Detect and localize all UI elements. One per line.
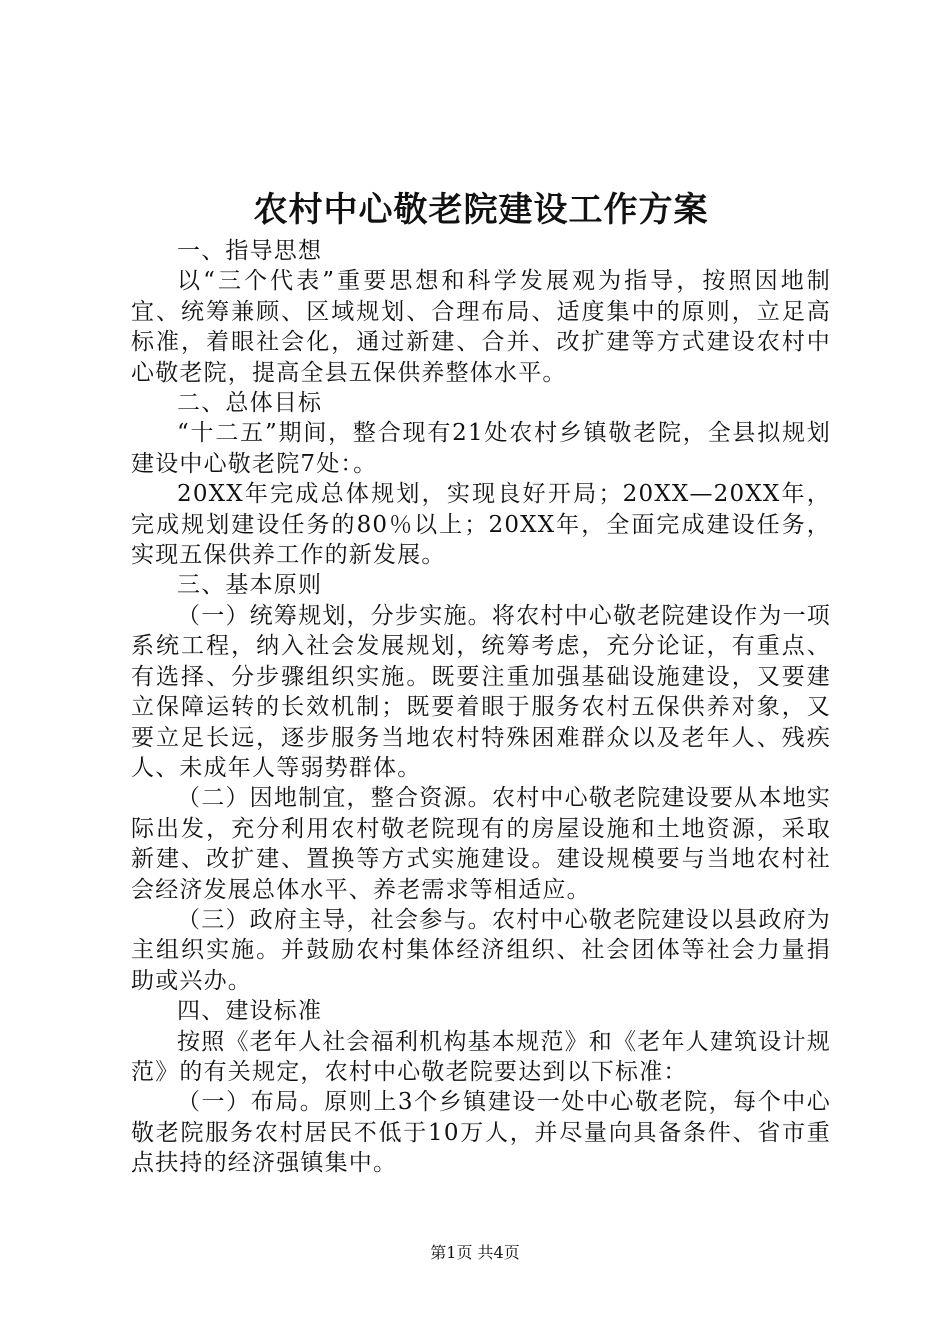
document-title: 农村中心敬老院建设工作方案 [253,190,709,230]
paragraph: （二）因地制宜，整合资源。农村中心敬老院建设要从本地实际出发，充分利用农村敬老院现有的房屋设施和土地资源，采取新建、改扩建、置换等方式实施建设。建设规模要与当地农村社会经济发展总体水平、养老需求等相适应。 [131,785,831,903]
paragraph: 20XX年完成总体规划，实现良好开局；20XX—20XX年，完成规划建设任务的80％以上；20XX年，全面完成建设任务，实现五保供养工作的新发展。 [131,481,831,569]
document-body [131,236,831,1179]
section-heading-construction-standard: 四、建设标准 [177,998,323,1025]
paragraph: （一）统筹规划，分步实施。将农村中心敬老院建设作为一项系统工程，纳入社会发展规划，统筹考虑，充分论证，有重点、有选择、分步骤组织实施。既要注重加强基础设施建设，又要建立保障运转的长效机制；既要着眼于服务农村五保供养对象，又要立足长远，逐步服务当地农村特殊困难群众以及老年人、残疾人、未成年人等弱势群体。 [131,602,831,781]
paragraph: 以“三个代表”重要思想和科学发展观为指导，按照因地制宜、统筹兼顾、区域规划、合理布局、适度集中的原则，立足高标准，着眼社会化，通过新建、合并、改扩建等方式建设农村中心敬老院，提高全县五保供养整体水平。 [131,268,831,386]
section-heading-overall-goal: 二、总体目标 [177,390,323,417]
paragraph: 按照《老年人社会福利机构基本规范》和《老年人建筑设计规范》的有关规定，农村中心敬老院要达到以下标准： [131,1028,831,1085]
paragraph: （一）布局。原则上3个乡镇建设一处中心敬老院，每个中心敬老院服务农村居民不低于10万人，并尽量向具备条件、省市重点扶持的经济强镇集中。 [131,1089,831,1177]
paragraph: “十二五”期间，整合现有21处农村乡镇敬老院，全县拟规划建设中心敬老院7处：。 [131,420,831,477]
paragraph: （三）政府主导，社会参与。农村中心敬老院建设以县政府为主组织实施。并鼓励农村集体经济组织、社会团体等社会力量捐助或兴办。 [131,906,831,994]
page-footer: 第1页 共4页 [430,1243,520,1262]
section-heading-guiding-thought: 一、指导思想 [177,238,323,264]
section-heading-basic-principles: 三、基本原则 [177,572,323,599]
